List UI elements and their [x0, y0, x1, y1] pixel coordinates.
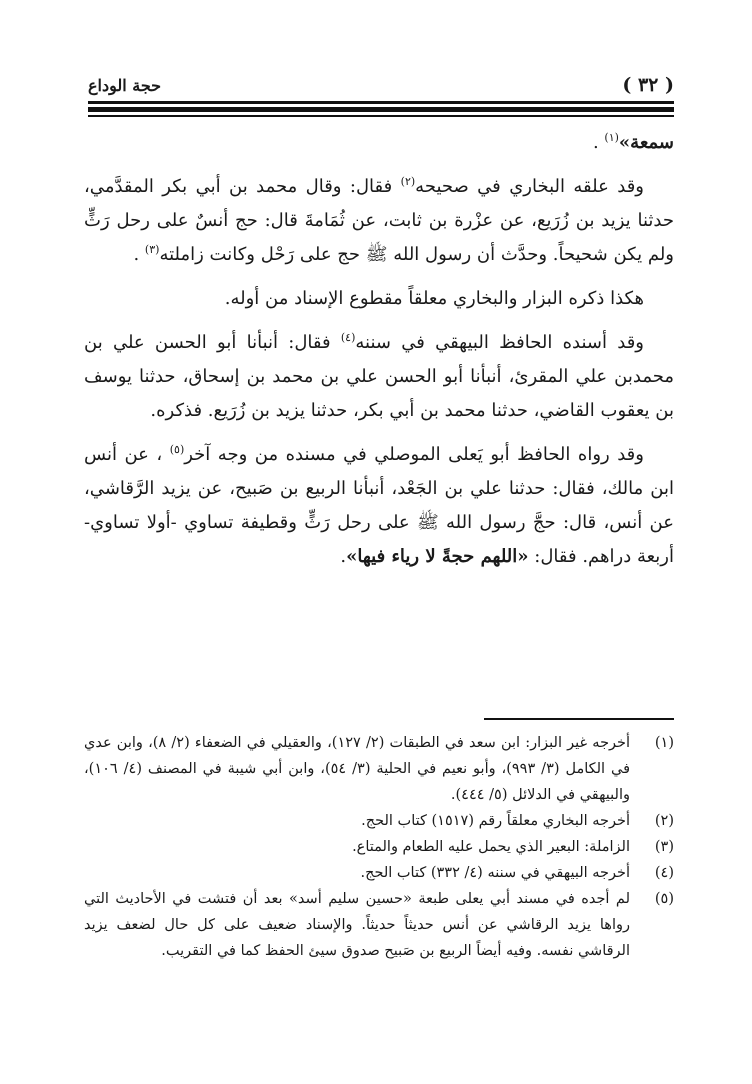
- footnotes-section: [84, 730, 674, 964]
- footnote-text: أخرجه غير البزار: ابن سعد في الطبقات (٢/ ١٢٧)، والعقيلي في الضعفاء (٢/ ٨)، وابن عدي في الكامل (٣/ ٩٩٣)، وأبو نعيم في الحلية (٣/ ٥٤)، وابن أبي شيبة في المصنف (٤/ ١٠٦)، والبيهقي في الدلائل (٥/ ٤٤٤).: [84, 735, 631, 803]
- paragraph-abu-yala: [84, 438, 674, 574]
- footnote-item: [84, 808, 674, 834]
- footnote-text: لم أجده في مسند أبي يعلى طبعة «حسين سليم أسد» بعد أن فتشت في الأحاديث التي رواها يزيد الرقاشي عن أنس حديثاً حديثاً. والإسناد ضعيف على كل حال لضعف يزيد الرقاشي نفسه. وفيه أيضاً الربيع بن صَبيح صدوق سيئ الحفظ كما في التقريب.: [84, 891, 630, 959]
- header-rule-thin-top: [88, 101, 674, 104]
- header-rule-thick: [88, 107, 674, 112]
- footnote-ref-4: (٤): [340, 331, 356, 344]
- footnote-ref-3: (٣): [144, 243, 160, 256]
- paragraph-end: .: [340, 546, 347, 567]
- header-page-number: ( ٣٢ ): [622, 74, 674, 96]
- paragraph-bayhaqi: [84, 326, 674, 428]
- paragraph-text: ، عن أنس ابن مالك، فقال: حدثنا علي بن الجَعْد، أنبأنا الربيع بن صَبيح، عن يزيد الرَّقاشي، عن أنس، قال: حجَّ رسول الله ﷺ على رحل رَثٍّ وقطيفة تساوي -أولا تساوي- أربعة دراهم. فقال:: [84, 444, 674, 567]
- footnote-text: أخرجه البخاري معلقاً رقم (١٥١٧) كتاب الحج.: [361, 813, 630, 829]
- footnote-number: (٥): [654, 891, 674, 907]
- paragraph-continuation: [84, 126, 674, 160]
- paragraph-text: وقد رواه الحافظ أبو يَعلى الموصلي في مسنده من وجه آخر: [184, 444, 644, 465]
- footnote-text: الزاملة: البعير الذي يحمل عليه الطعام والمتاع.: [352, 839, 630, 855]
- footnote-item: [84, 860, 674, 886]
- footnote-item: [84, 886, 674, 964]
- paragraph-end: .: [133, 244, 145, 265]
- footnote-item: [84, 730, 674, 808]
- footnote-number: (٣): [654, 839, 674, 855]
- paragraph-text: فقال: وقال محمد بن أبي بكر المقدَّمي، حدثنا يزيد بن زُرَيع، عن عزْرة بن ثابت، عن ثُمَامةَ قال: حج أنسٌ على رحل رَثٍّ ولم يكن شحيحاً. وحدَّث أن رسول الله ﷺ حج على رَحْل وكانت زاملته: [84, 176, 674, 265]
- paragraph-text: وقد علقه البخاري في صحيحه: [415, 176, 644, 197]
- paragraph-end: .: [592, 132, 605, 153]
- footnote-ref-1: (١): [604, 131, 619, 144]
- footnote-number: (١): [654, 735, 674, 751]
- footnote-number: (٢): [654, 813, 674, 829]
- quote-end-word: سمعة»: [618, 132, 674, 153]
- footnote-ref-5: (٥): [169, 443, 185, 456]
- header-book-title: حجة الوداع: [88, 75, 162, 95]
- paragraph-text: وقد أسنده الحافظ البيهقي في سننه: [355, 332, 645, 353]
- running-header: [88, 70, 674, 100]
- footnote-text: أخرجه البيهقي في سننه (٤/ ٣٣٢) كتاب الحج.: [360, 865, 630, 881]
- header-rule-thin-bottom: [88, 115, 674, 117]
- footnote-separator: [484, 718, 674, 720]
- prophetic-quote: «اللهم حجةً لا رياء فيها»: [346, 546, 529, 567]
- footnote-item: [84, 834, 674, 860]
- paragraph-bazzar: هكذا ذكره البزار والبخاري معلقاً مقطوع الإسناد من أوله.: [224, 288, 644, 309]
- footnote-ref-2: (٢): [400, 175, 416, 188]
- paragraph-bukhari: [84, 170, 674, 272]
- footnote-number: (٤): [654, 865, 674, 881]
- main-text: [84, 126, 674, 584]
- paragraph-text: فقال: أنبأنا أبو الحسن علي بن محمدبن علي المقرئ، أنبأنا أبو الحسن علي بن محمد بن إسحاق، حدثنا يوسف بن يعقوب القاضي، حدثنا محمد بن أبي بكر، حدثنا يزيد بن زُرَيع. فذكره.: [84, 332, 674, 421]
